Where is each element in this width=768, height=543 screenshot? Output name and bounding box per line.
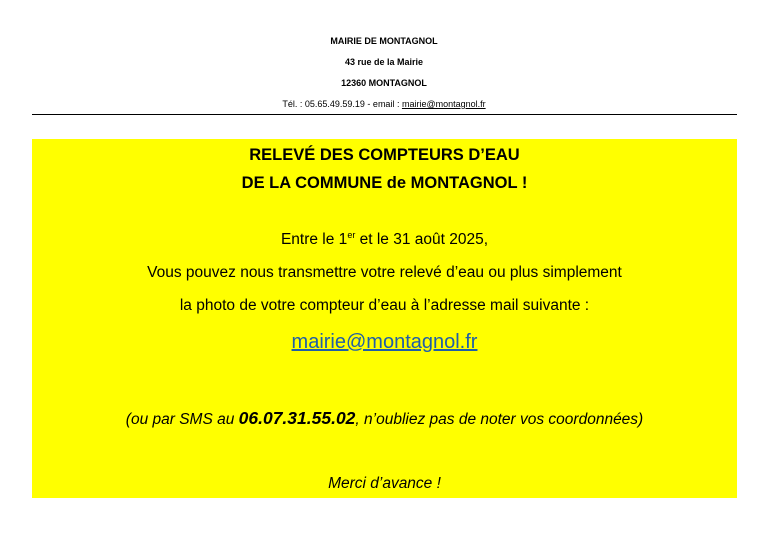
notice-line3: la photo de votre compteur d’eau à l’adresse mail suivante : [179,297,590,314]
notice-line2: Vous pouvez nous transmettre votre relevé d’eau ou plus simplement [147,264,622,281]
mairie-street: 43 rue de la Mairie [344,57,424,67]
notice-email-link[interactable]: mairie@montagnol.fr [291,331,478,353]
contact-phone: Tél. : 05.65.49.59.19 - email : [282,99,402,109]
period-superscript: er [347,230,356,240]
notice-title-line2: DE LA COMMUNE de MONTAGNOL ! [241,174,528,192]
notice-sms [32,407,737,431]
mairie-name: MAIRIE DE MONTAGNOL [330,36,438,46]
notice-thanks: Merci d’avance ! [328,475,441,492]
mairie-city: 12360 MONTAGNOL [341,78,427,88]
notice-email [32,330,737,354]
period-after: et le 31 août 2025, [355,231,489,248]
header-divider [32,114,737,115]
notice-title-line1: RELEVÉ DES COMPTEURS D’EAU [249,146,520,164]
period-before: Entre le 1 [280,231,348,248]
notice-period [32,230,737,250]
sms-phone-number: 06.07.31.55.02 [238,408,356,428]
mairie-contact [0,98,768,110]
contact-email-link[interactable]: mairie@montagnol.fr [401,99,486,109]
notice-box [32,139,737,498]
sms-before: (ou par SMS au [125,411,239,428]
sms-after: , n’oubliez pas de noter vos coordonnées) [355,411,644,428]
